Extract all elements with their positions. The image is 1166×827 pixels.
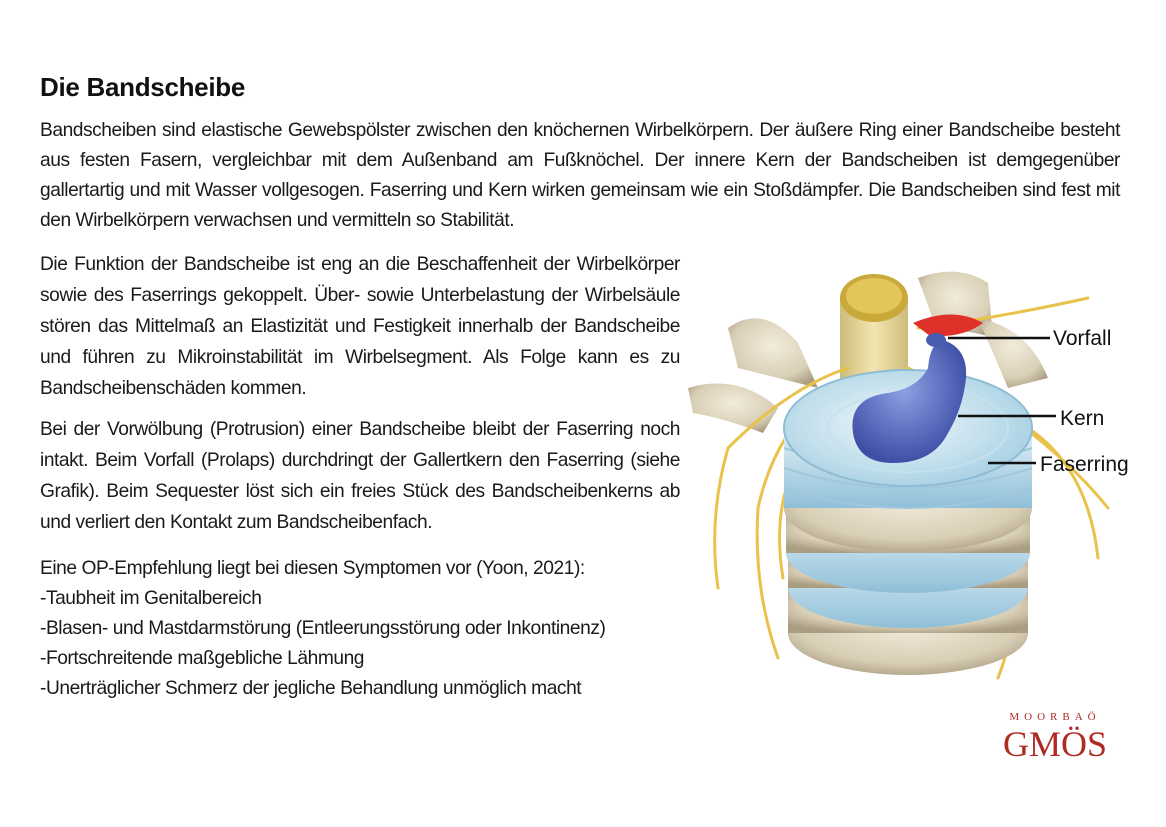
logo-main-text: GMÖS xyxy=(1002,724,1108,764)
op-recommendation-list xyxy=(40,554,690,704)
op-list-item: -Taubheit im Genitalbereich xyxy=(40,588,262,609)
protrusion-paragraph: Bei der Vorwölbung (Protrusion) einer Bandscheibe bleibt der Faserring noch intakt. Beim Vorfall (Prolaps) durchdringt der Gallertkern den Faserring (siehe Grafik). Beim Sequester löst sich ein freies Stück des Bandscheibenkerns ab und verliert den Kontakt zum Bandscheibenfach. xyxy=(40,419,680,533)
op-list-item: -Fortschreitende maßgebliche Lähmung xyxy=(40,648,365,669)
op-list-item: -Blasen- und Mastdarmstörung (Entleerungsstörung oder Inkontinenz) xyxy=(40,618,606,639)
label-annulus: Faserring xyxy=(1040,453,1129,476)
label-nucleus: Kern xyxy=(1060,407,1105,430)
gmos-logo xyxy=(980,706,1130,766)
page-title: Die Bandscheibe xyxy=(40,72,246,102)
intro-paragraph: Bandscheiben sind elastische Gewebspölster zwischen den knöchernen Wirbelkörpern. Der äußere Ring einer Bandscheibe besteht aus festen Fasern, vergleichbar mit dem Außenband am Fußknöchel. Der innere Kern der Bandscheiben ist demgegenüber gallertartig und mit Wasser vollgesogen. Faserring und Kern wirken gemeinsam wie ein Stoßdämpfer. Die Bandscheiben sind fest mit den Wirbelkörpern verwachsen und vermitteln so Stabilität. xyxy=(40,120,1120,231)
function-paragraph: Die Funktion der Bandscheibe ist eng an die Beschaffenheit der Wirbelkörper sowie des Faserrings gekoppelt. Über- sowie Unterbelastung der Wirbelsäule stören das Mittelmaß an Elastizität und Festigkeit innerhalb der Bandscheibe und führen zu Mikroinstabilität im Wirbelsegment. Als Folge kann es zu Bandscheibenschäden kommen. xyxy=(40,254,680,399)
label-prolapse: Vorfall xyxy=(1053,327,1112,350)
spine-disc-illustration xyxy=(668,258,1138,688)
op-list-intro: Eine OP-Empfehlung liegt bei diesen Symptomen vor (Yoon, 2021): xyxy=(40,558,585,579)
op-list-item: -Unerträglicher Schmerz der jegliche Behandlung unmöglich macht xyxy=(40,678,582,699)
logo-top-text: MOORBAÖ xyxy=(1009,711,1101,723)
